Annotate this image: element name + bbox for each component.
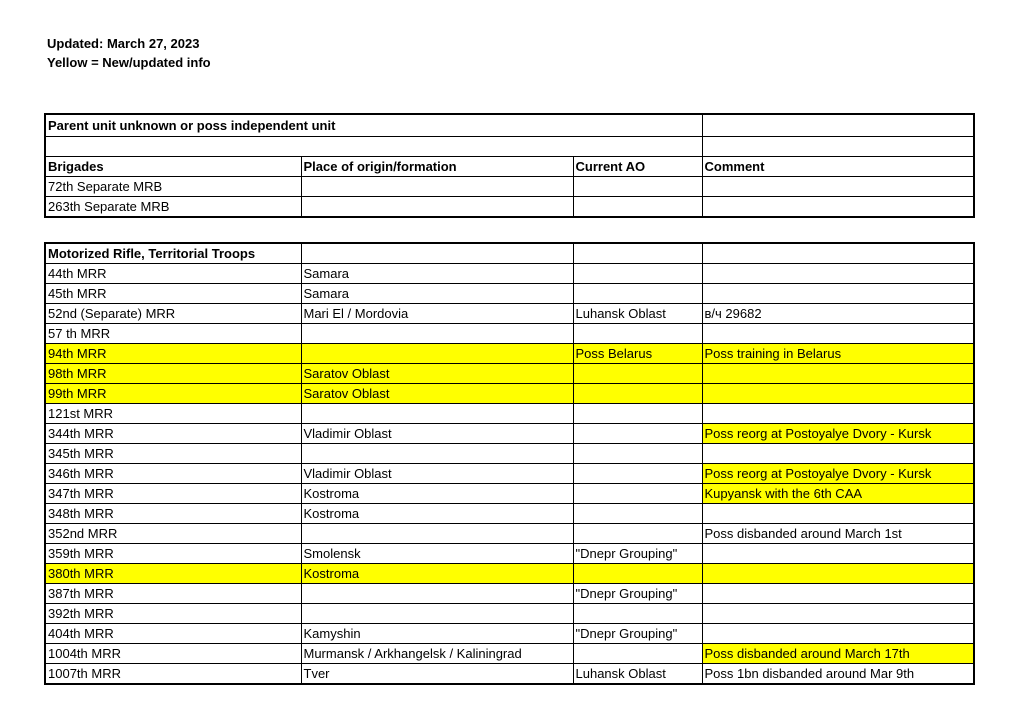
- unit-cell: 380th MRR: [45, 564, 301, 584]
- section-title: Parent unit unknown or poss independent unit: [45, 114, 702, 136]
- unit-cell: 57 th MRR: [45, 324, 301, 344]
- table-independent-units: [44, 113, 975, 218]
- comment-cell: [702, 384, 974, 404]
- unit-cell: 72th Separate MRB: [45, 176, 301, 196]
- comment-cell: [702, 196, 974, 217]
- table-row: [45, 644, 974, 664]
- origin-cell: Kamyshin: [301, 624, 573, 644]
- table-row: [45, 544, 974, 564]
- origin-cell: [301, 324, 573, 344]
- origin-cell: [301, 176, 573, 196]
- current-ao-cell: [573, 384, 702, 404]
- current-ao-cell: "Dnepr Grouping": [573, 624, 702, 644]
- current-ao-cell: [573, 424, 702, 444]
- table-row: [45, 344, 974, 364]
- current-ao-cell: [573, 524, 702, 544]
- comment-cell: [702, 284, 974, 304]
- unit-cell: 345th MRR: [45, 444, 301, 464]
- origin-cell: Kostroma: [301, 504, 573, 524]
- comment-cell: Kupyansk with the 6th CAA: [702, 484, 974, 504]
- current-ao-cell: [573, 644, 702, 664]
- table-row: [45, 504, 974, 524]
- table-row: [45, 524, 974, 544]
- current-ao-cell: [573, 284, 702, 304]
- unit-cell: 94th MRR: [45, 344, 301, 364]
- unit-cell: 359th MRR: [45, 544, 301, 564]
- unit-cell: 98th MRR: [45, 364, 301, 384]
- comment-cell: Poss reorg at Postoyalye Dvory - Kursk: [702, 464, 974, 484]
- comment-cell: [702, 176, 974, 196]
- origin-cell: [301, 444, 573, 464]
- comment-cell: Poss reorg at Postoyalye Dvory - Kursk: [702, 424, 974, 444]
- comment-cell: в/ч 29682: [702, 304, 974, 324]
- table-row: [45, 564, 974, 584]
- table-row: [45, 176, 974, 196]
- table-cell: [301, 243, 573, 264]
- current-ao-cell: [573, 324, 702, 344]
- origin-cell: Saratov Oblast: [301, 384, 573, 404]
- current-ao-cell: [573, 176, 702, 196]
- unit-cell: 387th MRR: [45, 584, 301, 604]
- current-ao-cell: [573, 264, 702, 284]
- table-row: [45, 196, 974, 217]
- section-title: Motorized Rifle, Territorial Troops: [45, 243, 301, 264]
- comment-cell: [702, 264, 974, 284]
- origin-cell: [301, 584, 573, 604]
- comment-cell: [702, 624, 974, 644]
- current-ao-cell: [573, 444, 702, 464]
- table-cell: [573, 243, 702, 264]
- origin-cell: Samara: [301, 264, 573, 284]
- column-header-comment: Comment: [702, 156, 974, 176]
- origin-cell: [301, 196, 573, 217]
- comment-cell: [702, 544, 974, 564]
- origin-cell: Samara: [301, 284, 573, 304]
- origin-cell: Kostroma: [301, 484, 573, 504]
- table-row: [45, 364, 974, 384]
- comment-cell: Poss training in Belarus: [702, 344, 974, 364]
- unit-cell: 44th MRR: [45, 264, 301, 284]
- origin-cell: [301, 524, 573, 544]
- origin-cell: [301, 404, 573, 424]
- comment-cell: [702, 584, 974, 604]
- origin-cell: Kostroma: [301, 564, 573, 584]
- origin-cell: Murmansk / Arkhangelsk / Kaliningrad: [301, 644, 573, 664]
- current-ao-cell: [573, 196, 702, 217]
- unit-cell: 348th MRR: [45, 504, 301, 524]
- table-row: [45, 424, 974, 444]
- current-ao-cell: "Dnepr Grouping": [573, 584, 702, 604]
- current-ao-cell: [573, 404, 702, 424]
- comment-cell: Poss 1bn disbanded around Mar 9th: [702, 664, 974, 685]
- origin-cell: [301, 604, 573, 624]
- unit-cell: 121st MRR: [45, 404, 301, 424]
- origin-cell: Saratov Oblast: [301, 364, 573, 384]
- table-cell: [45, 136, 702, 156]
- table-row: [45, 404, 974, 424]
- table-row: [45, 444, 974, 464]
- current-ao-cell: [573, 564, 702, 584]
- origin-cell: Smolensk: [301, 544, 573, 564]
- table-row: [45, 584, 974, 604]
- unit-cell: 347th MRR: [45, 484, 301, 504]
- comment-cell: Poss disbanded around March 17th: [702, 644, 974, 664]
- current-ao-cell: [573, 484, 702, 504]
- table-row: [45, 464, 974, 484]
- column-header-origin: Place of origin/formation: [301, 156, 573, 176]
- comment-cell: [702, 564, 974, 584]
- table-row: [45, 324, 974, 344]
- legend-note: Yellow = New/updated info: [47, 55, 211, 70]
- table-row: [45, 284, 974, 304]
- current-ao-cell: [573, 604, 702, 624]
- comment-cell: [702, 604, 974, 624]
- current-ao-cell: Luhansk Oblast: [573, 664, 702, 685]
- unit-cell: 263th Separate MRB: [45, 196, 301, 217]
- table-cell: [702, 243, 974, 264]
- unit-cell: 352nd MRR: [45, 524, 301, 544]
- origin-cell: [301, 344, 573, 364]
- unit-cell: 344th MRR: [45, 424, 301, 444]
- unit-cell: 45th MRR: [45, 284, 301, 304]
- unit-cell: 346th MRR: [45, 464, 301, 484]
- origin-cell: Vladimir Oblast: [301, 464, 573, 484]
- unit-cell: 99th MRR: [45, 384, 301, 404]
- table-row: [45, 264, 974, 284]
- unit-cell: 1007th MRR: [45, 664, 301, 685]
- comment-cell: [702, 324, 974, 344]
- column-header-current-ao: Current AO: [573, 156, 702, 176]
- comment-cell: Poss disbanded around March 1st: [702, 524, 974, 544]
- table-row: [45, 304, 974, 324]
- column-header-brigades: Brigades: [45, 156, 301, 176]
- comment-cell: [702, 504, 974, 524]
- unit-cell: 52nd (Separate) MRR: [45, 304, 301, 324]
- current-ao-cell: [573, 364, 702, 384]
- table-row: [45, 604, 974, 624]
- unit-cell: 1004th MRR: [45, 644, 301, 664]
- current-ao-cell: [573, 464, 702, 484]
- comment-cell: [702, 444, 974, 464]
- table-row: [45, 484, 974, 504]
- unit-cell: 392th MRR: [45, 604, 301, 624]
- table-cell: [702, 114, 974, 136]
- comment-cell: [702, 364, 974, 384]
- comment-cell: [702, 404, 974, 424]
- table-motorized-rifle: [44, 242, 975, 685]
- updated-date: Updated: March 27, 2023: [47, 36, 200, 51]
- unit-cell: 404th MRR: [45, 624, 301, 644]
- origin-cell: Vladimir Oblast: [301, 424, 573, 444]
- table-row: [45, 624, 974, 644]
- current-ao-cell: Poss Belarus: [573, 344, 702, 364]
- origin-cell: Tver: [301, 664, 573, 685]
- table-row: [45, 664, 974, 685]
- current-ao-cell: [573, 504, 702, 524]
- table-row: [45, 384, 974, 404]
- origin-cell: Mari El / Mordovia: [301, 304, 573, 324]
- current-ao-cell: "Dnepr Grouping": [573, 544, 702, 564]
- current-ao-cell: Luhansk Oblast: [573, 304, 702, 324]
- table-cell: [702, 136, 974, 156]
